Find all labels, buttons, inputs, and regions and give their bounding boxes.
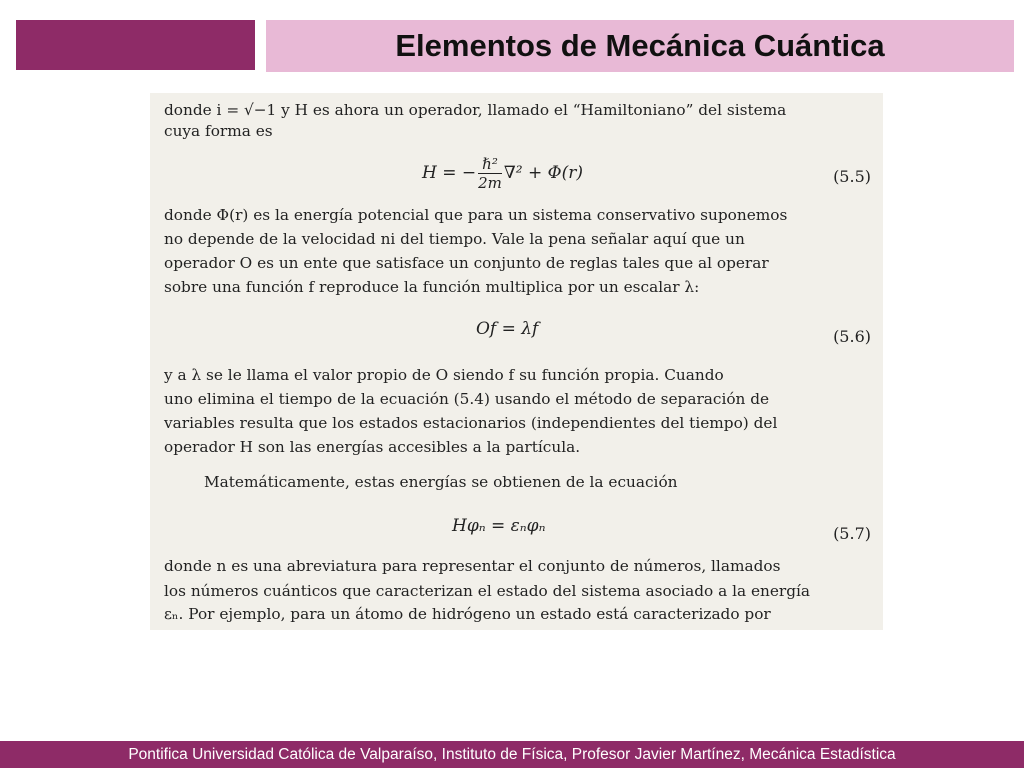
text-line: Matemáticamente, estas energías se obtienen de la ecuación: [204, 473, 678, 491]
equation-5-6: [150, 313, 883, 353]
text-line: donde n es una abreviatura para representar el conjunto de números, llamados: [164, 557, 781, 575]
text-line: operador O es un ente que satisface un conjunto de reglas tales que al operar: [164, 254, 769, 272]
title-bar: [266, 20, 1014, 72]
text-line: operador H son las energías accesibles a la partícula.: [164, 438, 581, 456]
text-line: variables resulta que los estados estacionarios (independientes del tiempo) del: [164, 414, 778, 432]
text-line: donde i = √−1 y H es ahora un operador, llamado el “Hamiltoniano” del sistema: [164, 101, 787, 119]
equation-formula: Hφₙ = εₙφₙ: [452, 516, 546, 536]
fraction: [478, 155, 502, 192]
fraction-denominator: 2m: [478, 174, 502, 192]
equation-number: (5.7): [833, 524, 871, 543]
equation-number: (5.5): [833, 167, 871, 186]
equation-formula: Of = λf: [476, 319, 539, 339]
slide-title: Elementos de Mecánica Cuántica: [395, 28, 885, 63]
text-line: no depende de la velocidad ni del tiempo. Vale la pena señalar aquí que un: [164, 230, 745, 248]
footer-bar: [0, 741, 1024, 768]
equation-part: ∇² + Φ(r): [503, 163, 583, 183]
footer-text: Pontifica Universidad Católica de Valparaíso, Instituto de Física, Profesor Javier Martínez, Mecánica Estadística: [128, 745, 896, 763]
fraction-numerator: ℏ²: [478, 155, 502, 174]
text-line: uno elimina el tiempo de la ecuación (5.4) usando el método de separación de: [164, 390, 770, 408]
equation-number: (5.6): [833, 327, 871, 346]
text-line: cuya forma es: [164, 122, 273, 140]
text-line: donde Φ(r) es la energía potencial que para un sistema conservativo suponemos: [164, 206, 788, 224]
equation-part: H = −: [422, 163, 477, 183]
scanned-text-image: [150, 93, 883, 630]
text-line: sobre una función f reproduce la función multiplica por un escalar λ:: [164, 278, 700, 296]
text-line: εₙ. Por ejemplo, para un átomo de hidrógeno un estado está caracterizado por: [164, 605, 771, 623]
text-line: los números cuánticos que caracterizan el estado del sistema asociado a la energía: [164, 582, 811, 600]
header-accent-block: [16, 20, 255, 70]
equation-5-5: [150, 143, 883, 193]
equation-5-7: [150, 508, 883, 548]
text-line: y a λ se le llama el valor propio de O siendo f su función propia. Cuando: [164, 366, 724, 384]
